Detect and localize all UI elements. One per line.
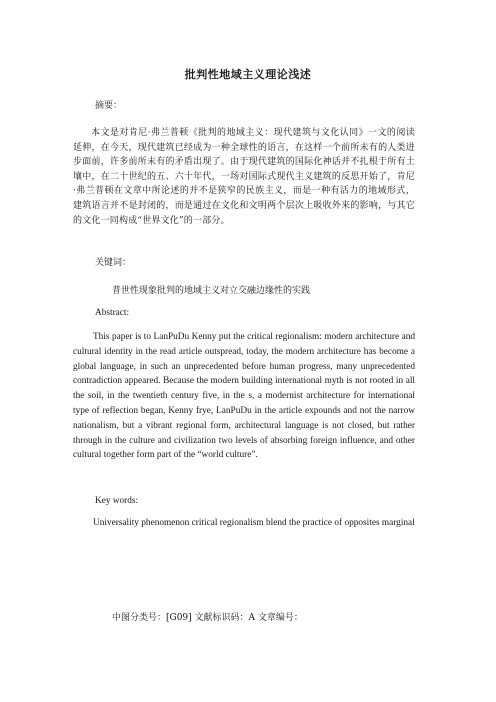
abstract-en-label: Abstract: <box>95 308 130 318</box>
keywords-cn-label: 关键词： <box>95 258 132 268</box>
abstract-en-body: This paper is to LanPuDu Kenny put the critical regionalism: modern architecture and cultural identity in the read article outspread, today, the modern architecture has become a global language, in such an unprecedented before human progress, many unprecedented contradiction appeared. Because the modern building international myth is not rooted in all the soil, in the twentieth century five, in the s, a modernist architecture for international type of reflection began, Kenny frye, LanPuDu in the article expounds and not the narrow nationalism, but a vibrant regional form, architectural language is not closed, but rather through in the culture and civilization two levels of absorbing foreign influence, and other cultural together form part of the “world culture”. <box>73 332 415 461</box>
abstract-cn-label: 摘要： <box>95 101 123 111</box>
document-title: 批判性地域主义理论浅述 <box>184 68 312 81</box>
abstract-cn-body: 本文是对肯尼·弗兰普顿《批判的地域主义：现代建筑与文化认同》一文的阅读延伸，在今天，现代建筑已经成为一种全球性的语言，在这样一个前所未有的人类进步面前，许多前所未有的矛盾出现了。由于现代建筑的国际化神话并不扎根于所有土壤中，在二十世纪的五、六十年代，一场对国际式现代主义建筑的反思开始了，肯尼·弗兰普顿在文章中所论述的并不是狭窄的民族主义，而是一种有活力的地域形式，建筑语言并不是封闭的，而是通过在文化和文明两个层次上吸收外来的影响，与其它的文化一同构成“世界文化”的一部分。 <box>73 128 415 226</box>
keywords-en-body: Universality phenomenon critical regionalism blend the practice of opposites marginal <box>93 518 415 528</box>
keywords-cn-body: 普世性现象批判的地域主义对立交融边缘性的实践 <box>112 286 311 296</box>
classification-line: 中图分类号：[G09] 文献标识码：A 文章编号： <box>112 613 303 623</box>
keywords-en-label: Key words: <box>95 496 139 506</box>
